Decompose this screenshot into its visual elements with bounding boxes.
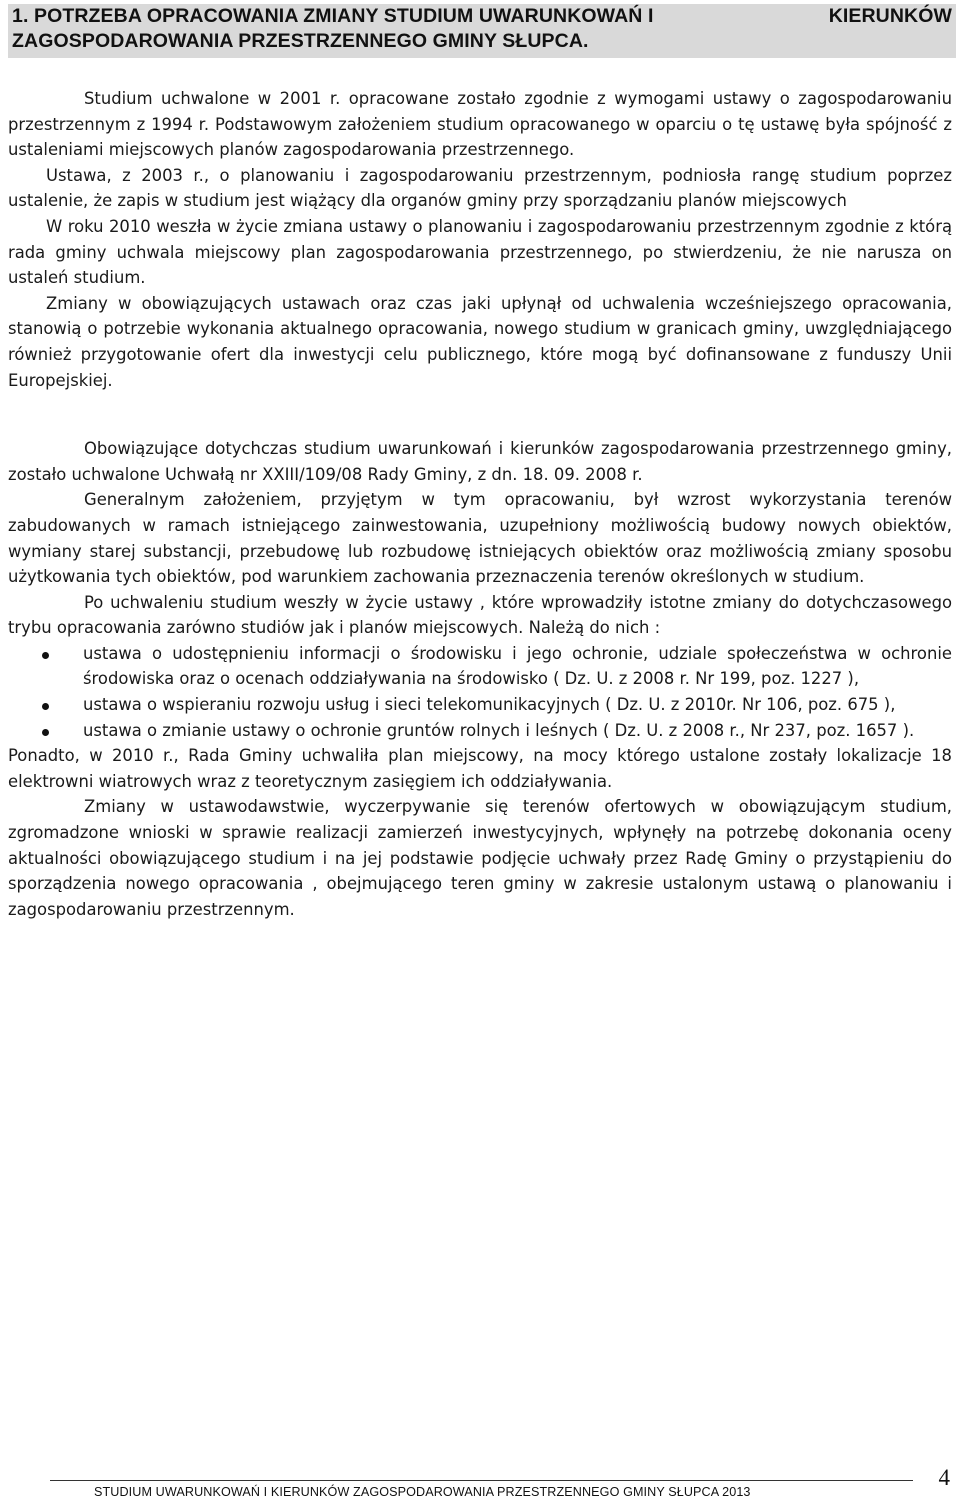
law-list [8, 641, 952, 743]
paragraph-zmiany-ustaw: Zmiany w obowiązujących ustawach oraz czas jaki upłynął od uchwalenia wcześniejszego opracowania, stanowią o potrzebie wykonania aktualnego opracowania, nowego studium w granicach gminy, uwzględniającego również przygotowanie ofert dla inwestycji celu publicznego, które mogą być dofinansowane z funduszy Unii Europejskiej. [8, 293, 952, 390]
section-heading [8, 4, 956, 58]
heading-line-1-left: 1. POTRZEBA OPRACOWANIA ZMIANY STUDIUM UWARUNKOWAŃ I [12, 5, 654, 27]
heading-line-1-right: KIERUNKÓW [828, 5, 952, 27]
paragraph-gap [8, 393, 952, 436]
paragraph-nowe-ustawy: Po uchwaleniu studium weszły w życie ustawy , które wprowadziły istotne zmiany do dotychczasowego trybu opracowania zarówno studiów jak i planów miejscowych. Należą do nich : [8, 592, 952, 638]
heading-line-1 [8, 4, 956, 29]
heading-line-2: ZAGOSPODAROWANIA PRZESTRZENNEGO GMINY SŁUPCA. [12, 30, 589, 52]
bullet-icon [42, 652, 49, 659]
list-item [8, 718, 952, 744]
paragraph-ustawa-2003: Ustawa, z 2003 r., o planowaniu i zagospodarowaniu przestrzennym, podniosła rangę studium poprzez ustalenie, że zapis w studium jest wiążący dla organów gminy przy sporządzaniu planów miejscowych [8, 165, 952, 211]
paragraph-studium-2001: Studium uchwalone w 2001 r. opracowane zostało zgodnie z wymogami ustawy o zagospodarowaniu przestrzennym z 1994 r. Podstawowym założeniem studium opracowanego w oparciu o tę ustawę była spójność z ustaleniami miejscowych planów zagospodarowania przestrzennego. [8, 89, 952, 160]
paragraph-generalne-zalozenie: Generalnym założeniem, przyjętym w tym opracowaniu, był wzrost wykorzystania terenów zabudowanych w ramach istniejącego zainwestowania, uzupełniony możliwością budowy nowych obiektów, wymiany starej substancji, przebudowę lub rozbudowę istniejących obiektów oraz możliwością zmiany sposobu użytkowania tych obiektów, pod warunkiem zachowania przeznaczenia terenów określonych w studium. [8, 490, 952, 587]
list-item-text: ustawa o wspieraniu rozwoju usług i sieci telekomunikacyjnych ( Dz. U. z 2010r. Nr 106, poz. 675 ), [83, 695, 896, 715]
paragraph-plan-miejscowy-2010: Ponadto, w 2010 r., Rada Gminy uchwaliła plan miejscowy, na mocy którego ustalone zostały lokalizacje 18 elektrowni wiatrowych wraz z teoretycznym zasięgiem ich oddziaływania. [8, 746, 952, 791]
footer-divider [50, 1480, 913, 1481]
paragraph-obowiazujace-studium: Obowiązujące dotychczas studium uwarunkowań i kierunków zagospodarowania przestrzennego gminy, zostało uchwalone Uchwałą nr XXIII/109/08 Rady Gminy, z dn. 18. 09. 2008 r. [8, 439, 952, 484]
list-item-text: ustawa o udostępnieniu informacji o środowisku i jego ochronie, udziale społeczeństwa w ochronie środowiska oraz o ocenach oddziaływania na środowisko ( Dz. U. z 2008 r. Nr 199, poz. 1227 ), [83, 643, 952, 689]
paragraph-zmiany-w-ustawodawstwie: Zmiany w ustawodawstwie, wyczerpywanie się terenów ofertowych w obowiązującym studium, zgromadzone wnioski w sprawie realizacji zamierzeń inwestycyjnych, wpłynęły na potrzebę dokonania oceny aktualności obowiązującego studium i na jej podstawie podjęcie uchwały przez Radę Gminy o przystąpieniu do sporządzenia nowego opracowania , obejmującego teren gminy w zakresie ustalonym ustawą o planowaniu i zagospodarowaniu przestrzennym. [8, 797, 952, 919]
list-item-text: ustawa o zmianie ustawy o ochronie gruntów rolnych i leśnych ( Dz. U. z 2008 r., Nr 237, poz. 1657 ). [83, 720, 915, 740]
document-body [8, 86, 952, 922]
list-item [8, 641, 952, 692]
list-item [8, 692, 952, 718]
page-number: 4 [938, 1465, 950, 1490]
bullet-icon [42, 703, 49, 710]
bullet-icon [42, 729, 49, 736]
footer-title: STUDIUM UWARUNKOWAŃ I KIERUNKÓW ZAGOSPODAROWANIA PRZESTRZENNEGO GMINY SŁUPCA 2013 [94, 1485, 751, 1499]
paragraph-zmiana-2010: W roku 2010 weszła w życie zmiana ustawy o planowaniu i zagospodarowaniu przestrzennym zgodnie z którą rada gminy uchwala miejscowy plan zagospodarowania przestrzennego, po stwierdzeniu, że nie narusza on ustaleń studium. [8, 216, 952, 288]
